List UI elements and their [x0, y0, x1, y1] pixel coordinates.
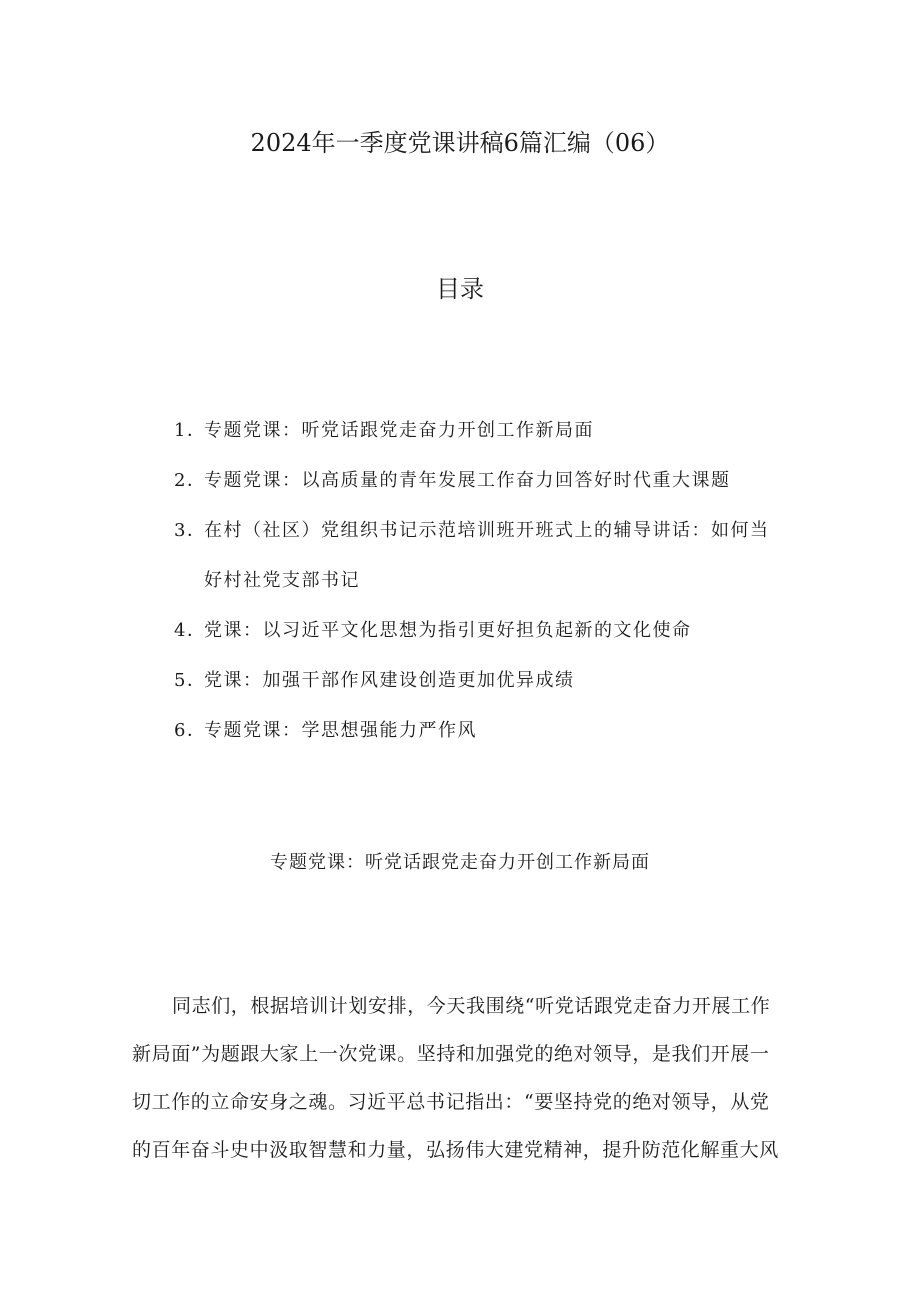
body-line: 同志们，根据培训计划安排，今天我围绕“听党话跟党走奋力开展工作	[172, 995, 771, 1017]
toc-item-number: 5．	[174, 670, 207, 691]
toc-item-number: 4．	[174, 620, 207, 641]
body-line: 的百年奋斗史中汲取智慧和力量，弘扬伟大建党精神，提升防范化解重大风	[132, 1139, 779, 1161]
toc-item-text: 在村（社区）党组织书记示范培训班开班式上的辅导讲话：如何当	[204, 520, 770, 541]
toc-item-1	[174, 406, 804, 456]
toc-item-2	[174, 456, 804, 506]
toc-item-3	[174, 506, 804, 606]
toc-item-text: 党课：以习近平文化思想为指引更好担负起新的文化使命	[204, 620, 692, 641]
document-title: 2024年一季度党课讲稿6篇汇编（06）	[250, 129, 670, 157]
body-line: 新局面”为题跟大家上一次党课。坚持和加强党的绝对领导，是我们开展一	[132, 1043, 770, 1065]
toc-item-text: 党课：加强干部作风建设创造更加优异成绩	[204, 670, 575, 691]
toc-item-text: 专题党课：学思想强能力严作风	[204, 720, 477, 741]
toc-item-number: 2．	[174, 470, 207, 491]
toc-item-text: 专题党课：听党话跟党走奋力开创工作新局面	[204, 420, 594, 441]
toc-item-number: 1．	[174, 420, 207, 441]
section-title: 专题党课：听党话跟党走奋力开创工作新局面	[270, 852, 650, 873]
toc-item-5	[174, 656, 804, 706]
toc-item-number: 6．	[174, 720, 207, 741]
toc-heading: 目录	[436, 275, 484, 303]
body-line: 切工作的立命安身之魂。习近平总书记指出：“要坚持党的绝对领导，从党	[132, 1091, 770, 1113]
toc-item-4	[174, 606, 804, 656]
toc-item-text: 专题党课：以高质量的青年发展工作奋力回答好时代重大课题	[204, 470, 731, 491]
toc-item-number: 3．	[174, 520, 207, 541]
toc-item-text-continuation: 好村社党支部书记	[204, 570, 360, 591]
table-of-contents	[174, 406, 804, 756]
body-paragraph	[132, 982, 792, 1174]
toc-item-6	[174, 706, 804, 756]
